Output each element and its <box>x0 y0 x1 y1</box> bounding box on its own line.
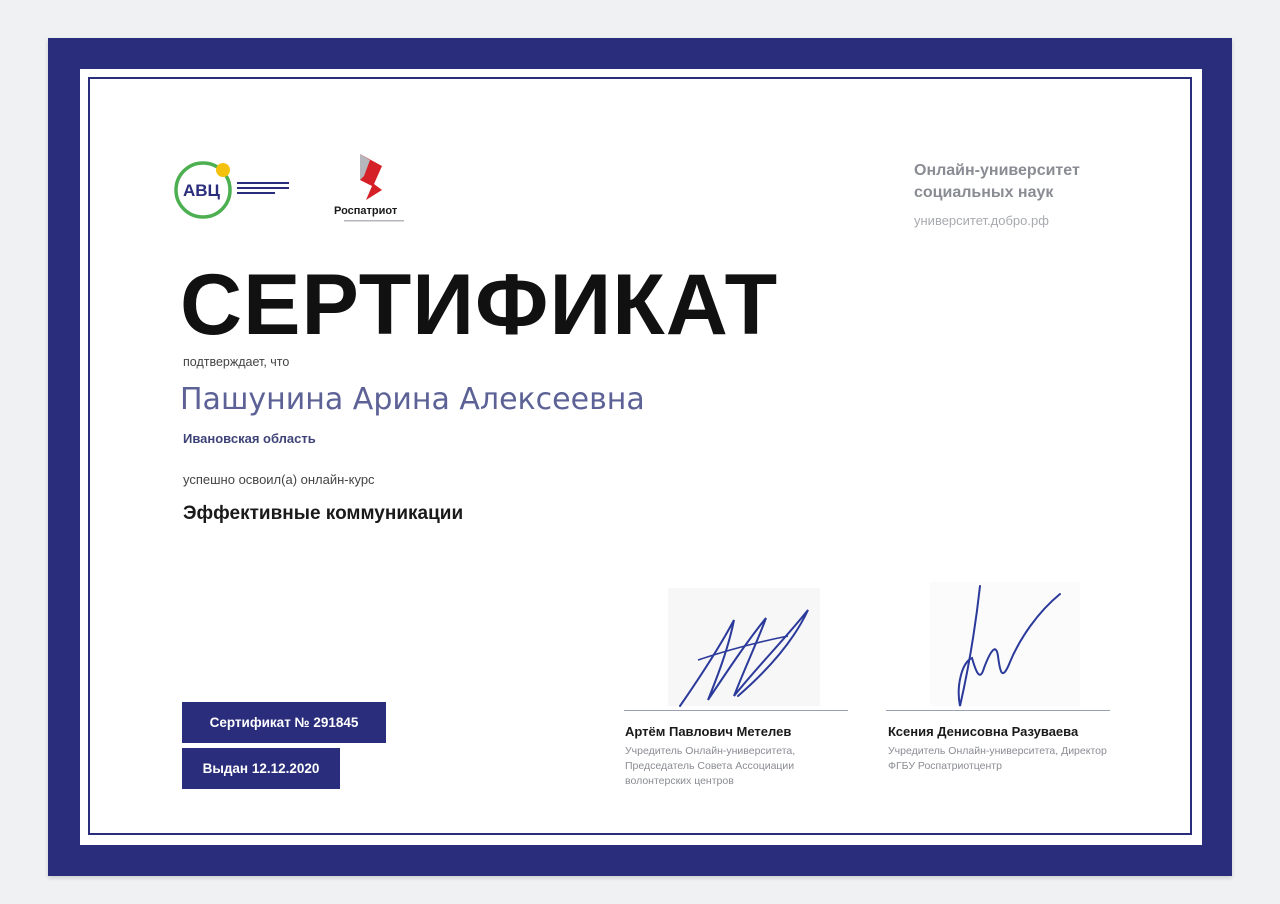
recipient-region: Ивановская область <box>183 431 316 446</box>
university-title: Онлайн-университет социальных наук <box>914 162 1080 201</box>
issue-date-badge: Выдан 12.12.2020 <box>182 748 340 789</box>
signature-razuvaeva <box>940 582 1070 712</box>
signer-name: Ксения Денисовна Разуваева <box>888 724 1079 739</box>
signer-role: Учредитель Онлайн-университета, Председатель Совета Ассоциации волонтерских центров <box>625 745 796 787</box>
certificate-heading: СЕРТИФИКАТ <box>180 257 779 353</box>
avc-logo-text: АВЦ <box>183 181 220 200</box>
signature-metelev <box>668 600 828 712</box>
rospatriot-name: Роспатриот <box>334 205 398 217</box>
signer-name: Артём Павлович Метелев <box>625 724 792 739</box>
rospatriot-logo <box>330 150 420 230</box>
signature-line <box>886 710 1110 711</box>
signer-role: Учредитель Онлайн-университета, Директор ФГБУ Роспатриотцентр <box>888 745 1107 772</box>
certificate-number-badge: Сертификат № 291845 <box>182 702 386 743</box>
signature-line <box>624 710 848 711</box>
course-title: Эффективные коммуникации <box>183 503 464 524</box>
recipient-name: Пашунина Арина Алексеевна <box>180 382 645 417</box>
avc-logo <box>172 158 294 220</box>
mastered-text: успешно освоил(а) онлайн-курс <box>183 472 375 487</box>
confirms-text: подтверждает, что <box>183 355 290 369</box>
university-url: университет.добро.рф <box>914 213 1049 228</box>
